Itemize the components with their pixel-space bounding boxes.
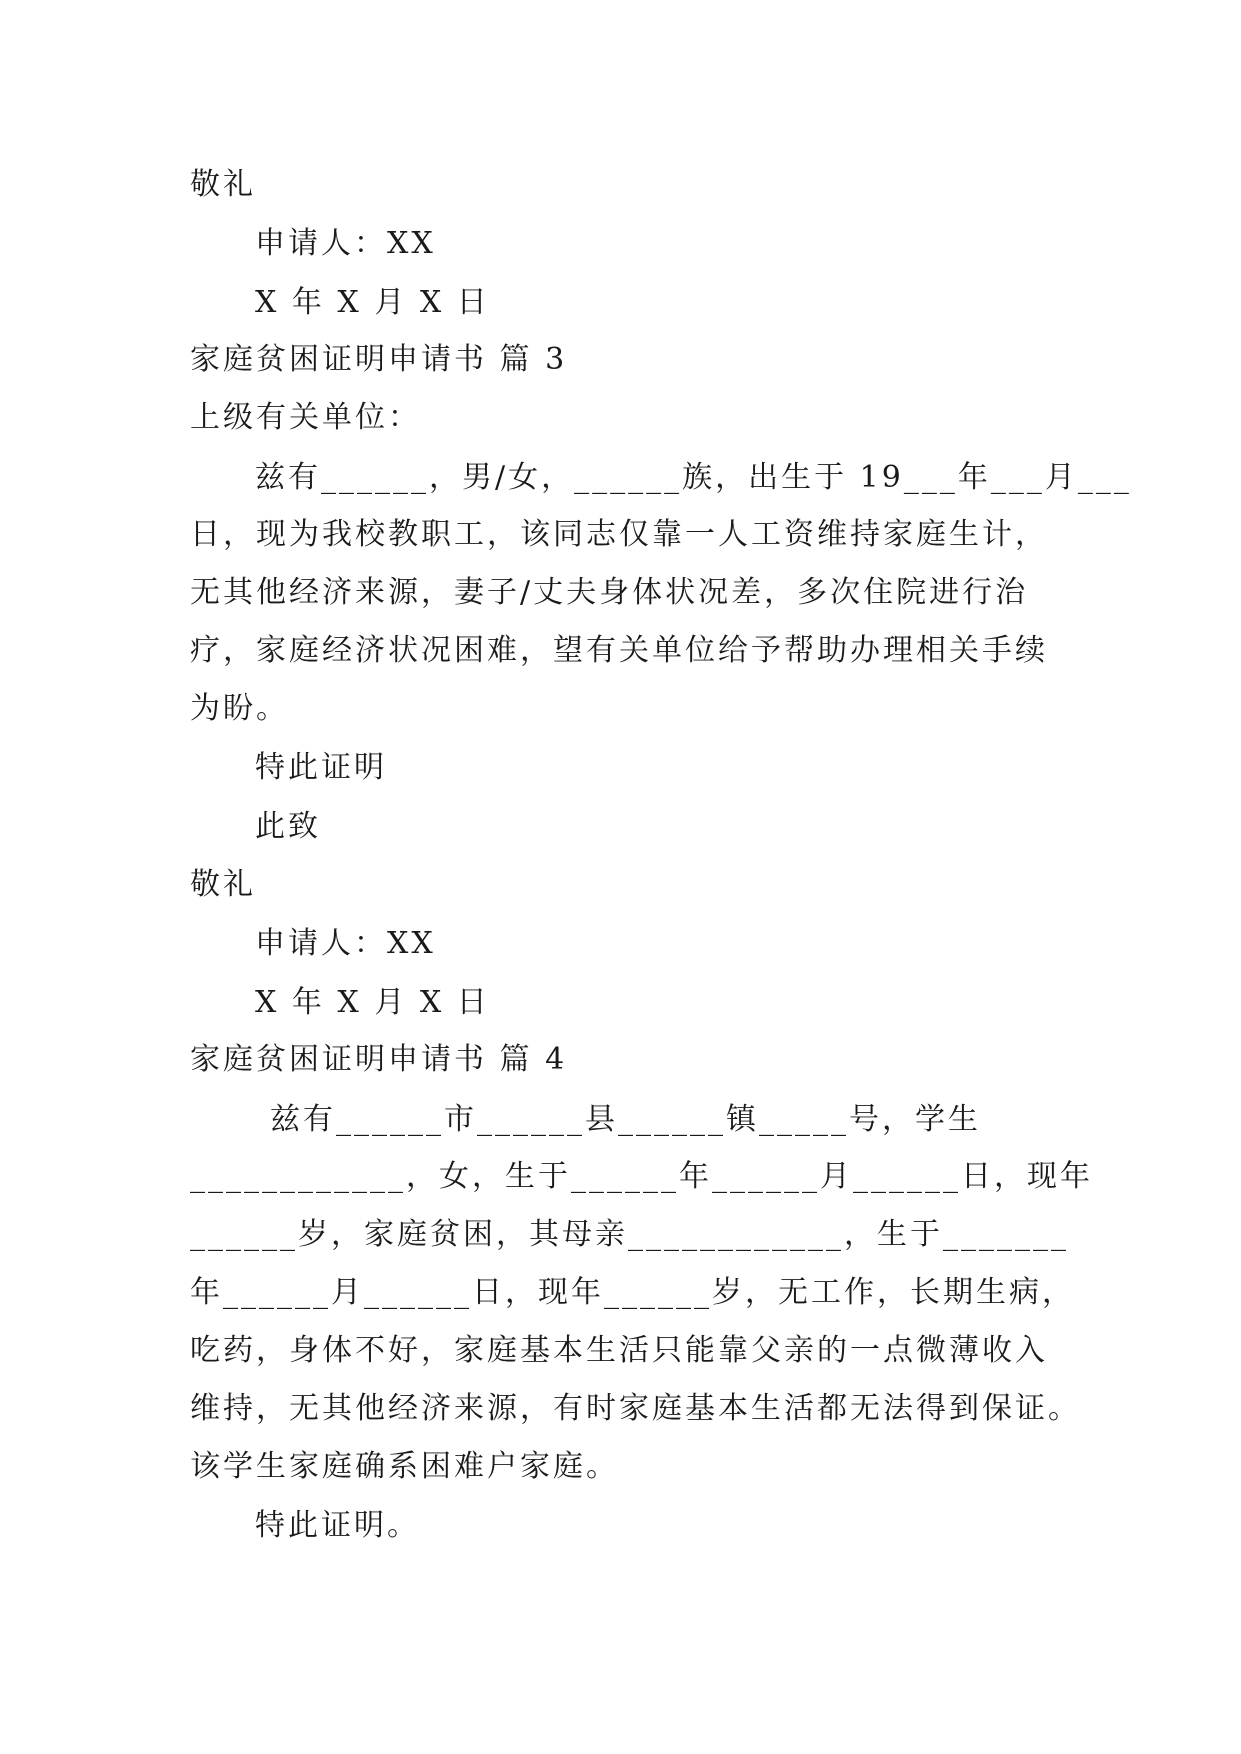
date-line: X 年 X 月 X 日 xyxy=(255,985,490,1020)
paragraph-line: 日，现为我校教职工，该同志仅靠一人工资维持家庭生计， xyxy=(190,517,1048,552)
applicant-line: 申请人：XX xyxy=(255,226,436,261)
addressee-line: 上级有关单位： xyxy=(190,400,421,435)
applicant-line: 申请人：XX xyxy=(255,926,436,961)
paragraph-line: ____________，女，生于______年______月______日，现年 xyxy=(190,1159,1093,1194)
closing-salutation: 敬礼 xyxy=(190,867,256,902)
paragraph-line: 吃药，身体不好，家庭基本生活只能靠父亲的一点微薄收入 xyxy=(190,1333,1048,1368)
certification-line: 特此证明 xyxy=(255,750,387,785)
certification-line: 特此证明。 xyxy=(255,1508,420,1543)
greeting-line: 此致 xyxy=(255,809,321,844)
paragraph-line: 为盼。 xyxy=(190,691,289,726)
paragraph-line: 无其他经济来源，妻子/丈夫身体状况差，多次住院进行治 xyxy=(190,575,1029,610)
paragraph-line: 疗，家庭经济状况困难，望有关单位给予帮助办理相关手续 xyxy=(190,633,1048,668)
paragraph-line: 兹有______，男/女，______族，出生于 19___年___月___ xyxy=(255,460,1132,495)
closing-salutation: 敬礼 xyxy=(190,167,256,202)
paragraph-line: 该学生家庭确系困难户家庭。 xyxy=(190,1449,619,1484)
paragraph-line: ______岁，家庭贫困，其母亲____________，生于_______ xyxy=(190,1217,1069,1252)
paragraph-line: 年______月______日，现年______岁，无工作，长期生病， xyxy=(190,1275,1075,1310)
section-title-3: 家庭贫困证明申请书 篇 3 xyxy=(190,342,568,377)
section-title-4: 家庭贫困证明申请书 篇 4 xyxy=(190,1042,568,1077)
date-line: X 年 X 月 X 日 xyxy=(255,285,490,320)
paragraph-line: 兹有______市______县______镇_____号，学生 xyxy=(270,1102,981,1137)
paragraph-line: 维持，无其他经济来源，有时家庭基本生活都无法得到保证。 xyxy=(190,1391,1081,1426)
